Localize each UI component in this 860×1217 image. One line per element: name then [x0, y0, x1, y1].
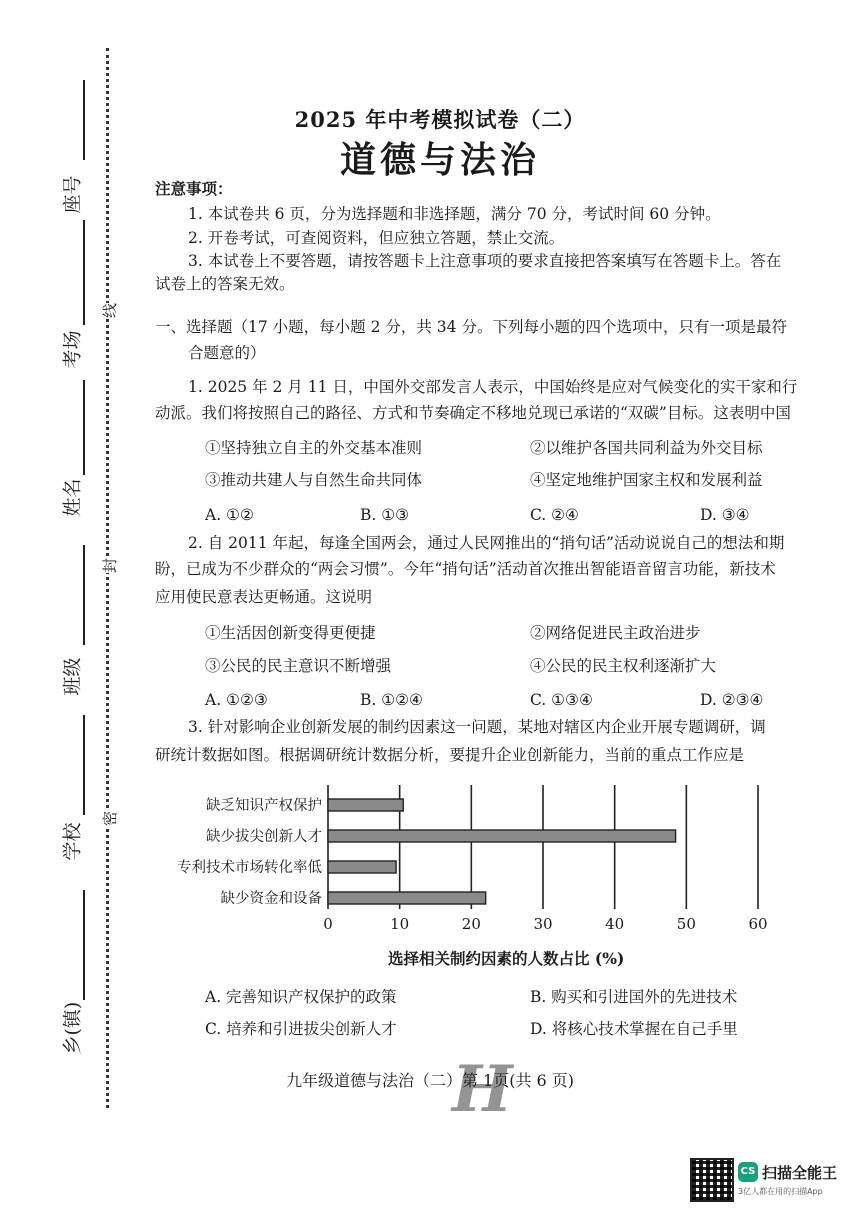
scanner-app-name: 扫描全能王 [762, 1164, 838, 1182]
q2-stem-line-2: 盼，已成为不少群众的“两会习惯”。今年“捎句话”活动首次推出智能语音留言功能，新技术 [155, 560, 776, 578]
constraint-factor-bar-chart [150, 785, 790, 975]
q1-option-b: B. ①③ [360, 506, 410, 524]
class-line [83, 545, 85, 645]
q2-stem-line-1: 2. 自 2011 年起，每逢全国两会，通过人民网推出的“捎句话”活动说说自己的想法和期 [188, 534, 785, 552]
q1-option-d: D. ③④ [700, 506, 750, 524]
q2-statement-4: ④公民的民主权利逐渐扩大 [530, 657, 717, 675]
q2-statement-3: ③公民的民主意识不断增强 [205, 657, 392, 675]
version-mark: H [452, 1052, 513, 1127]
q2-statement-2: ②网络促进民主政治进步 [530, 624, 701, 642]
bar-2 [328, 861, 396, 873]
camscanner-logo-icon: CS [738, 1162, 758, 1182]
school-line [83, 715, 85, 815]
x-tick-label-0: 0 [323, 915, 333, 933]
x-tick-label-60: 60 [748, 915, 768, 933]
class-label: 班级 [61, 657, 84, 696]
town-line [83, 890, 85, 1000]
seat-number-label: 座号 [61, 175, 84, 214]
cut-word-mi: 密 [101, 810, 120, 827]
category-label-0: 缺乏知识产权保护 [206, 798, 322, 814]
category-label-3: 缺少资金和设备 [220, 891, 322, 907]
q2-option-c: C. ①③④ [530, 691, 593, 709]
q1-stem-line-2: 动派。我们将按照自己的路径、方式和节奏确定不移地兑现已承诺的“双碳”目标。这表明中国 [155, 404, 791, 422]
cut-word-xian: 线 [101, 302, 120, 319]
section-heading-cont: 合题意的） [188, 344, 266, 362]
q2-option-b: B. ①②④ [360, 691, 423, 709]
exam-room-line [83, 220, 85, 325]
q2-stem-line-3: 应用使民意表达更畅通。这说明 [155, 588, 373, 606]
bar-1 [328, 830, 676, 842]
q3-option-b: B. 购买和引进国外的先进技术 [530, 988, 738, 1006]
x-tick-label-50: 50 [676, 915, 696, 933]
subject-title: 道德与法治 [339, 139, 540, 181]
q3-option-c: C. 培养和引进拔尖创新人才 [205, 1020, 397, 1038]
exam-room-label: 考场 [61, 330, 84, 369]
town-label: 乡(镇) [61, 1001, 84, 1055]
x-tick-label-30: 30 [533, 915, 553, 933]
x-tick-label-10: 10 [390, 915, 410, 933]
scanner-tagline: 3亿人都在用的扫描App [738, 1187, 823, 1196]
category-label-1: 缺少拔尖创新人才 [206, 829, 322, 845]
page-footer: 九年级道德与法治（二）第 1页(共 6 页) [285, 1071, 575, 1090]
q1-statement-1: ①坚持独立自主的外交基本准则 [205, 439, 423, 457]
cut-word-feng: 封 [101, 557, 120, 574]
q1-stem-line-1: 1. 2025 年 2 月 11 日，中国外交部发言人表示，中国始终是应对气候变化的实干家和行 [188, 378, 798, 396]
cut-line [106, 48, 109, 1108]
category-label-2: 专利技术市场转化率低 [177, 860, 322, 876]
section-heading: 一、选择题（17 小题，每小题 2 分，共 34 分。下列每小题的四个选项中，只有一项是最符 [155, 318, 787, 336]
q1-option-c: C. ②④ [530, 506, 579, 524]
x-tick-label-20: 20 [461, 915, 481, 933]
q3-option-a: A. 完善知识产权保护的政策 [205, 988, 397, 1006]
notice-item-3: 3. 本试卷上不要答题，请按答题卡上注意事项的要求直接把答案填写在答题卡上。答在 [188, 252, 782, 270]
qr-code-icon [690, 1158, 734, 1202]
q1-statement-3: ③推动共建人与自然生命共同体 [205, 471, 423, 489]
q1-option-a: A. ①② [205, 506, 254, 524]
school-label: 学校 [61, 822, 84, 861]
q2-option-d: D. ②③④ [700, 691, 764, 709]
chart-xlabel: 选择相关制约因素的人数占比 (%) [388, 949, 625, 968]
bar-0 [328, 799, 403, 811]
bar-3 [328, 892, 486, 904]
q2-option-a: A. ①②③ [205, 691, 268, 709]
q3-stem-line-1: 3. 针对影响企业创新发展的制约因素这一问题，某地对辖区内企业开展专题调研，调 [188, 718, 766, 736]
q1-statement-4: ④坚定地维护国家主权和发展利益 [530, 471, 763, 489]
notice-item-2: 2. 开卷考试，可查阅资料，但应独立答题，禁止交流。 [188, 229, 565, 247]
exam-title: 2025 年中考模拟试卷（二） [294, 107, 586, 132]
notice-item-3-cont: 试卷上的答案无效。 [155, 275, 295, 293]
notice-heading: 注意事项： [155, 179, 233, 198]
x-tick-label-40: 40 [605, 915, 625, 933]
name-line [83, 380, 85, 475]
q3-stem-line-2: 研统计数据如图。根据调研统计数据分析，要提升企业创新能力，当前的重点工作应是 [155, 746, 745, 764]
q2-statement-1: ①生活因创新变得更便捷 [205, 624, 376, 642]
q3-option-d: D. 将核心技术掌握在自己手里 [530, 1020, 738, 1038]
notice-item-1: 1. 本试卷共 6 页，分为选择题和非选择题，满分 70 分，考试时间 60 分钟。 [188, 205, 721, 223]
name-label: 姓名 [61, 478, 84, 517]
q1-statement-2: ②以维护各国共同利益为外交目标 [530, 439, 763, 457]
